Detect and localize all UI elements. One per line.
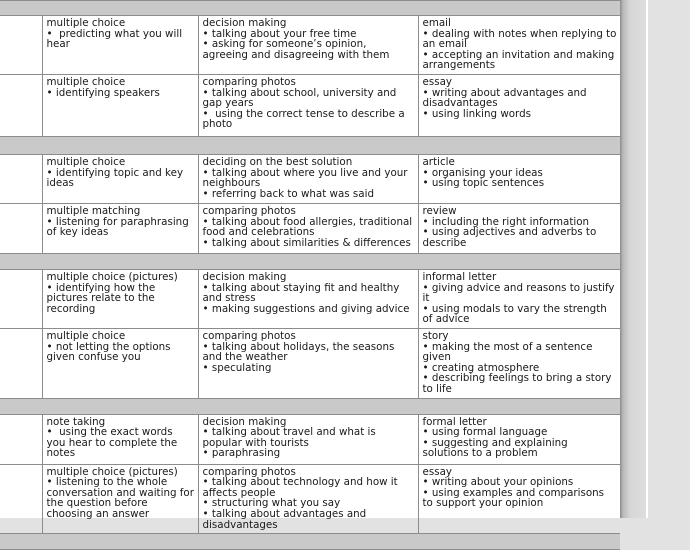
listening-cell — [42, 414, 198, 464]
skill-point: • identifying topic and key ideas — [46, 166, 187, 190]
skill-point: • suggesting and explaining solutions to a problem — [422, 436, 571, 460]
speaking-cell — [198, 75, 418, 137]
speaking-cell — [198, 204, 418, 254]
skill-point: • using modals to vary the strength of advice — [422, 302, 611, 326]
table-row — [0, 204, 620, 254]
speaking-cell — [198, 328, 418, 398]
skill-point: • accepting an invitation and making arrangements — [422, 48, 618, 72]
separator-cell — [0, 1, 620, 16]
task-type: story — [422, 329, 449, 342]
unit-separator-band — [0, 534, 620, 550]
task-type: comparing photos — [202, 76, 296, 88]
listening-cell — [42, 464, 198, 534]
skill-point: • talking about food allergies, traditional food and celebrations — [202, 215, 416, 239]
skill-point: • making suggestions and giving advice — [202, 302, 410, 315]
table-row — [0, 16, 620, 75]
unit-label-cell — [0, 75, 42, 137]
speaking-cell — [198, 155, 418, 204]
unit-label-cell — [0, 16, 42, 75]
unit-label-cell — [0, 155, 42, 204]
task-type: deciding on the best solution — [202, 156, 353, 168]
table-row — [0, 155, 620, 204]
unit-separator-band — [0, 1, 620, 16]
speaking-cell — [198, 464, 418, 534]
skill-point: • creating atmosphere — [422, 361, 540, 374]
skill-point: • using examples and comparisons to support your opinion — [422, 486, 608, 510]
task-type: multiple choice (pictures) — [46, 271, 178, 283]
task-type: essay — [422, 465, 452, 478]
task-type: multiple matching — [46, 205, 141, 217]
skill-point: • including the right information — [422, 215, 590, 228]
table-row — [0, 464, 620, 534]
table-row — [0, 414, 620, 464]
listening-cell — [42, 328, 198, 398]
skill-point: • listening for paraphrasing of key ideas — [46, 215, 193, 239]
skill-point: • talking about holidays, the seasons and the weather — [202, 340, 398, 364]
writing-cell — [418, 204, 620, 254]
skill-point: • asking for someone’s opinion, agreeing and disagreeing with them — [202, 38, 390, 61]
writing-cell — [418, 464, 620, 534]
skill-point: • listening to the whole conversation and waiting for the question before choosing an answer — [46, 476, 198, 520]
skill-point: • talking about school, university and gap years — [202, 86, 400, 110]
unit-separator-band — [0, 137, 620, 155]
unit-separator-band — [0, 398, 620, 414]
skill-point: • talking about your free time — [202, 27, 357, 40]
task-type: review — [422, 205, 457, 217]
task-type: multiple choice — [46, 76, 126, 88]
skill-point: • giving advice and reasons to justify it — [422, 281, 618, 305]
skill-point: • identifying how the pictures relate to the recording — [46, 281, 159, 315]
task-type: formal letter — [422, 415, 487, 428]
task-type: decision making — [202, 415, 287, 428]
listening-cell — [42, 155, 198, 204]
skill-point: • writing about advantages and disadvantages — [422, 86, 590, 110]
skill-point: • speculating — [202, 361, 272, 374]
skill-point: • referring back to what was said — [202, 187, 374, 200]
separator-cell — [0, 137, 620, 155]
task-type: multiple choice — [46, 156, 126, 168]
skill-point: • talking about travel and what is popular with tourists — [202, 426, 380, 449]
task-type: email — [422, 17, 451, 29]
task-type: multiple choice — [46, 329, 126, 342]
table-row — [0, 75, 620, 137]
skill-point: • using topic sentences — [422, 177, 545, 190]
page-edge-shadow — [620, 0, 646, 518]
separator-cell — [0, 398, 620, 414]
task-type: comparing photos — [202, 329, 296, 342]
skill-point: • describing feelings to bring a story to life — [422, 372, 615, 395]
speaking-cell — [198, 16, 418, 75]
task-type: note taking — [46, 415, 106, 428]
skill-point: • talking about technology and how it affects people — [202, 476, 401, 499]
skill-point: • predicting what you will hear — [46, 27, 186, 51]
writing-cell — [418, 414, 620, 464]
task-type: comparing photos — [202, 465, 296, 478]
skill-point: • structuring what you say — [202, 497, 341, 510]
writing-cell — [418, 155, 620, 204]
listening-cell — [42, 270, 198, 329]
table-row — [0, 328, 620, 398]
skill-point: • talking about staying fit and healthy and stress — [202, 281, 403, 305]
task-type: essay — [422, 76, 452, 88]
skill-point: • talking about where you live and your neighbours — [202, 166, 411, 190]
skill-point: • dealing with notes when replying to an email — [422, 27, 620, 51]
task-type: comparing photos — [202, 205, 296, 217]
skill-point: • using adjectives and adverbs to describe — [422, 226, 600, 249]
task-type: article — [422, 156, 455, 168]
writing-cell — [418, 328, 620, 398]
listening-cell — [42, 16, 198, 75]
writing-cell — [418, 75, 620, 137]
unit-label-cell — [0, 270, 42, 329]
writing-cell — [418, 270, 620, 329]
separator-cell — [0, 254, 620, 270]
skill-point: • writing about your opinions — [422, 476, 574, 489]
skill-point: • talking about advantages and disadvantages — [202, 507, 370, 531]
task-type: informal letter — [422, 271, 497, 283]
task-type: decision making — [202, 17, 287, 29]
skill-point: • organising your ideas — [422, 166, 543, 179]
writing-cell — [418, 16, 620, 75]
skill-point: • talking about similarities & differences — [202, 236, 411, 249]
skill-point: • using linking words — [422, 107, 532, 120]
separator-cell — [0, 534, 620, 550]
skill-point: • not letting the options given confuse you — [46, 340, 174, 364]
unit-label-cell — [0, 414, 42, 464]
task-type: multiple choice — [46, 17, 126, 29]
unit-label-cell — [0, 328, 42, 398]
listening-cell — [42, 75, 198, 137]
unit-label-cell — [0, 464, 42, 534]
skill-point: • using the correct tense to describe a photo — [202, 107, 408, 131]
listening-cell — [42, 204, 198, 254]
skill-point: • making the most of a sentence given — [422, 340, 596, 364]
task-type: multiple choice (pictures) — [46, 465, 178, 478]
skill-point: • using formal language — [422, 426, 548, 439]
page-edge-line — [646, 0, 648, 518]
task-type: decision making — [202, 271, 287, 283]
unit-separator-band — [0, 254, 620, 270]
speaking-cell — [198, 414, 418, 464]
speaking-cell — [198, 270, 418, 329]
skill-point: • paraphrasing — [202, 447, 281, 460]
unit-label-cell — [0, 204, 42, 254]
table-row — [0, 270, 620, 329]
skill-point: • identifying speakers — [46, 86, 160, 99]
skill-point: • using the exact words you hear to complete the notes — [46, 426, 181, 460]
